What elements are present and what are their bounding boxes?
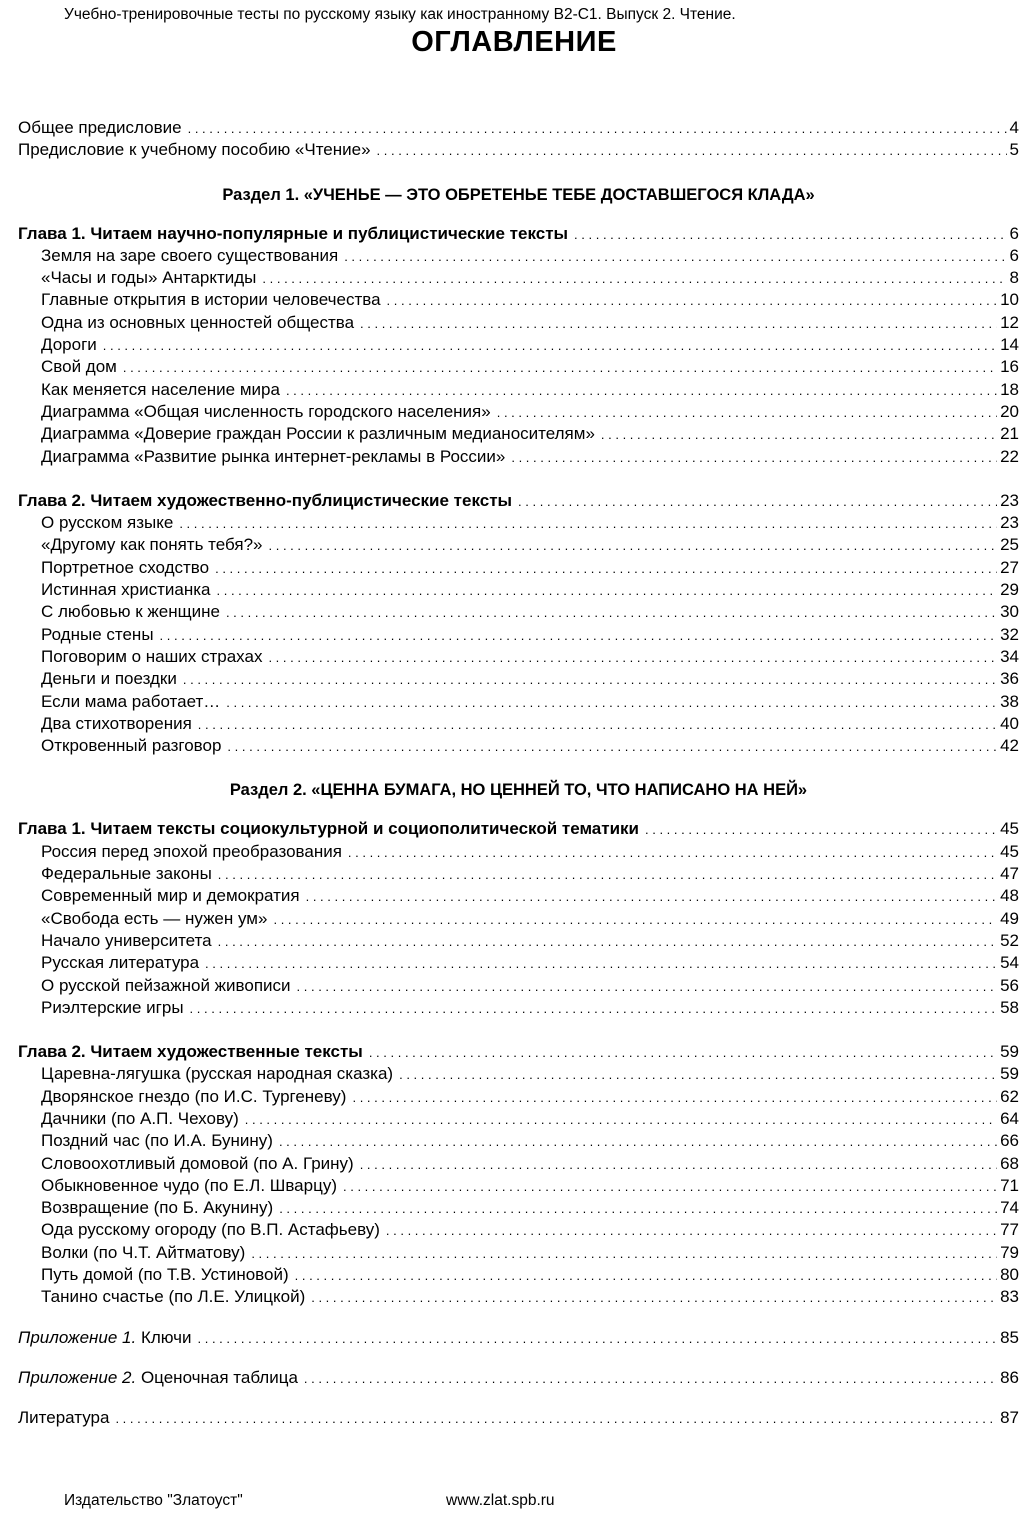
toc-entry-title: Россия перед эпохой преобразования [41, 841, 342, 861]
toc-entry[interactable] [18, 691, 1019, 713]
toc-entry-page: 27 [1000, 557, 1019, 577]
toc-chapter-title: Глава 2. Читаем художественные тексты [18, 1042, 363, 1062]
toc-entry[interactable] [18, 379, 1019, 401]
toc-entry-page: 34 [1000, 646, 1019, 666]
toc-entry[interactable] [18, 997, 1019, 1019]
toc-entry[interactable] [18, 601, 1019, 623]
table-of-contents [18, 117, 1019, 1430]
toc-entry-page: 5 [1009, 140, 1019, 160]
toc-entry-page: 47 [1000, 864, 1019, 884]
toc-entry-page: 77 [1000, 1220, 1019, 1240]
toc-entry[interactable] [18, 1153, 1019, 1175]
toc-entry-page: 29 [1000, 580, 1019, 600]
toc-entry[interactable] [18, 356, 1019, 378]
toc-entry-title: О русском языке [41, 513, 174, 533]
toc-entry-page: 83 [1000, 1287, 1019, 1307]
toc-entry-page: 74 [1000, 1198, 1019, 1218]
toc-entry[interactable] [18, 908, 1019, 930]
toc-entry-title: Риэлтерские игры [41, 997, 184, 1017]
toc-entry-title: Откровенный разговор [41, 736, 222, 756]
toc-entry[interactable] [18, 289, 1019, 311]
toc-entry-title: Два стихотворения [41, 713, 192, 733]
chapter-items-s2c1 [18, 841, 1019, 1019]
toc-entry[interactable] [18, 579, 1019, 601]
toc-entry[interactable] [18, 1264, 1019, 1286]
toc-entry-title: «Другому как понять тебя?» [41, 535, 263, 555]
toc-entry-page: 36 [1000, 669, 1019, 689]
toc-entry-title: Земля на заре своего существования [41, 245, 339, 265]
toc-entry[interactable] [18, 841, 1019, 863]
toc-entry-page: 66 [1000, 1131, 1019, 1151]
toc-entry-page: 4 [1009, 118, 1019, 137]
toc-entry-title: Свой дом [41, 357, 117, 377]
toc-entry[interactable] [18, 557, 1019, 579]
toc-entry[interactable] [18, 1130, 1019, 1152]
toc-entry-page: 62 [1000, 1086, 1019, 1106]
toc-entry-title: Ода русскому огороду (по В.П. Астафьеву) [41, 1220, 380, 1240]
toc-entry-title: Как меняется население мира [41, 379, 280, 399]
toc-entry-page: 20 [1000, 401, 1019, 421]
toc-entry[interactable] [18, 1063, 1019, 1085]
toc-entry-page: 6 [1009, 223, 1019, 243]
toc-entry-page: 86 [1000, 1367, 1019, 1387]
toc-entry-title: Обыкновенное чудо (по Е.Л. Шварцу) [41, 1175, 337, 1195]
toc-entry[interactable] [18, 713, 1019, 735]
toc-entry-page: 45 [1000, 819, 1019, 839]
toc-entry[interactable] [18, 1286, 1019, 1308]
toc-entry-title: Дороги [41, 335, 97, 355]
toc-entry[interactable] [18, 512, 1019, 534]
toc-entry-page: 23 [1000, 490, 1019, 510]
toc-entry-title: Поговорим о наших страхах [41, 646, 263, 666]
toc-entry-page: 56 [1000, 975, 1019, 995]
toc-entry-title: Родные стены [41, 624, 154, 644]
toc-entry-title: Поздний час (по И.А. Бунину) [41, 1131, 273, 1151]
toc-entry[interactable] [18, 423, 1019, 445]
toc-entry[interactable] [18, 245, 1019, 267]
toc-entry-title: «Часы и годы» Антарктиды [41, 268, 257, 288]
toc-entry-page: 58 [1000, 997, 1019, 1017]
toc-entry-page: 79 [1000, 1242, 1019, 1262]
toc-entry-page: 71 [1000, 1175, 1019, 1195]
toc-entry-page: 8 [1009, 268, 1019, 288]
toc-entry-title: Одна из основных ценностей общества [41, 312, 355, 332]
toc-entry[interactable] [18, 668, 1019, 690]
toc-entry-page: 18 [1000, 379, 1019, 399]
toc-entry-title: О русской пейзажной живописи [41, 975, 291, 995]
toc-entry[interactable] [18, 885, 1019, 907]
toc-entry[interactable] [18, 863, 1019, 885]
toc-entry-title: Диаграмма «Развитие рынка интернет-рекламы в России» [41, 446, 506, 466]
toc-entry-title: «Свобода есть — нужен ум» [41, 908, 268, 928]
running-header: Учебно-тренировочные тесты по русскому языку как иностранному В2-С1. Выпуск 2. Чтение. [64, 6, 736, 23]
toc-entry-page: 22 [1000, 446, 1019, 466]
toc-entry-title: Путь домой (по Т.В. Устиновой) [41, 1265, 289, 1285]
toc-entry-page: 80 [1000, 1265, 1019, 1285]
toc-chapter-title: Глава 1. Читаем научно-популярные и публицистические тексты [18, 223, 569, 243]
toc-entry-title: Начало университета [41, 930, 212, 950]
toc-entry-page: 23 [1000, 513, 1019, 533]
toc-entry-page: 12 [1000, 312, 1019, 332]
section-2-heading: Раздел 2. «ЦЕННА БУМАГА, НО ЦЕННЕЙ ТО, ЧТО НАПИСАНО НА НЕЙ» [229, 781, 808, 800]
toc-entry-title: Словоохотливый домовой (по А. Грину) [41, 1153, 354, 1173]
toc-entry-title: Русская литература [41, 953, 200, 973]
toc-entry-page: 45 [1000, 841, 1019, 861]
footer-publisher: Издательство "Златоуст" [64, 1492, 243, 1509]
toc-entry-page: 49 [1000, 908, 1019, 928]
toc-entry-page: 6 [1009, 245, 1019, 265]
toc-appendix-1[interactable] [18, 1327, 1019, 1349]
toc-entry-title: Дачники (по А.П. Чехову) [41, 1108, 239, 1128]
toc-entry-page: 32 [1000, 624, 1019, 644]
toc-entry[interactable] [18, 1197, 1019, 1219]
toc-entry[interactable] [18, 735, 1019, 757]
chapter-items-s1c1 [18, 245, 1019, 468]
toc-entry[interactable] [18, 624, 1019, 646]
section-1-heading: Раздел 1. «УЧЕНЬЕ — ЭТО ОБРЕТЕНЬЕ ТЕБЕ ДОСТАВШЕГОСЯ КЛАДА» [222, 185, 815, 204]
toc-entry[interactable] [18, 1108, 1019, 1130]
toc-entry-page: 59 [1000, 1064, 1019, 1084]
toc-entry[interactable] [18, 646, 1019, 668]
toc-entry-page: 64 [1000, 1108, 1019, 1128]
toc-entry[interactable] [18, 1242, 1019, 1264]
toc-entry[interactable] [18, 534, 1019, 556]
toc-entry[interactable] [18, 446, 1019, 468]
toc-appendix-2[interactable] [18, 1367, 1019, 1389]
toc-chapter-title: Глава 1. Читаем тексты социокультурной и социополитической тематики [18, 819, 639, 839]
toc-entry-title: Общее предисловие [18, 118, 182, 137]
toc-entry-general-preface[interactable] [18, 117, 1019, 139]
toc-literature[interactable] [18, 1407, 1019, 1429]
toc-entry-page: 87 [1000, 1408, 1019, 1428]
toc-entry-title: Современный мир и демократия [41, 886, 300, 906]
toc-entry[interactable] [18, 1175, 1019, 1197]
toc-entry-page: 68 [1000, 1153, 1019, 1173]
toc-entry-page: 25 [1000, 535, 1019, 555]
toc-entry[interactable] [18, 401, 1019, 423]
toc-entry-title: Дворянское гнездо (по И.С. Тургеневу) [41, 1086, 347, 1106]
toc-entry[interactable] [18, 312, 1019, 334]
toc-entry-page: 42 [1000, 736, 1019, 756]
toc-entry-page: 10 [1000, 290, 1019, 310]
appendix-label: Приложение 1. [18, 1327, 137, 1347]
toc-entry-title: Царевна-лягушка (русская народная сказка) [41, 1064, 394, 1084]
toc-entry-page: 48 [1000, 886, 1019, 906]
footer-website[interactable]: www.zlat.spb.ru [446, 1492, 555, 1509]
toc-entry[interactable] [18, 930, 1019, 952]
toc-entry-page: 38 [1000, 691, 1019, 711]
page-title: ОГЛАВЛЕНИЕ [411, 26, 617, 58]
toc-entry-title: Деньги и поездки [41, 669, 177, 689]
toc-entry-page: 21 [1000, 424, 1019, 444]
toc-entry-page: 52 [1000, 930, 1019, 950]
toc-entry-page: 54 [1000, 953, 1019, 973]
toc-entry[interactable] [18, 952, 1019, 974]
toc-entry-page: 16 [1000, 357, 1019, 377]
toc-entry-page: 14 [1000, 335, 1019, 355]
chapter-items-s1c2 [18, 512, 1019, 757]
toc-entry-title: Главные открытия в истории человечества [41, 290, 381, 310]
toc-entry[interactable] [18, 334, 1019, 356]
chapter-items-s2c2 [18, 1063, 1019, 1308]
toc-chapter-2-2[interactable] [18, 1041, 1019, 1063]
toc-entry-title: Истинная христианка [41, 580, 211, 600]
toc-entry-title: Возвращение (по Б. Акунину) [41, 1198, 274, 1218]
toc-entry-page: 40 [1000, 713, 1019, 733]
toc-chapter-title: Глава 2. Читаем художественно-публицистические тексты [18, 490, 513, 510]
toc-entry-title: Предисловие к учебному пособию «Чтение» [18, 140, 371, 160]
toc-entry-title: Диаграмма «Общая численность городского населения» [41, 401, 491, 421]
toc-entry-title: Диаграмма «Доверие граждан России к различным медианосителям» [41, 424, 595, 444]
toc-entry-title: Волки (по Ч.Т. Айтматову) [41, 1242, 246, 1262]
toc-chapter-1-2[interactable] [18, 490, 1019, 512]
toc-entry-title: Портретное сходство [41, 557, 210, 577]
toc-entry-title: Литература [18, 1408, 110, 1428]
toc-entry[interactable] [18, 1086, 1019, 1108]
appendix-label: Приложение 2. [18, 1367, 137, 1387]
toc-entry-title: Танино счастье (по Л.Е. Улицкой) [41, 1287, 306, 1307]
toc-entry-title: С любовью к женщине [41, 602, 220, 622]
toc-entry[interactable] [18, 1219, 1019, 1241]
appendix-title: Оценочная таблица [140, 1367, 298, 1387]
toc-entry-title: Федеральные законы [41, 864, 212, 884]
toc-chapter-2-1[interactable] [18, 818, 1019, 840]
toc-entry[interactable] [18, 267, 1019, 289]
appendix-title: Ключи [140, 1327, 192, 1347]
toc-entry-reading-preface[interactable] [18, 139, 1019, 161]
toc-entry-page: 30 [1000, 602, 1019, 622]
toc-entry-title: Если мама работает… [41, 691, 221, 711]
toc-chapter-1-1[interactable] [18, 223, 1019, 245]
toc-entry-page: 59 [1000, 1042, 1019, 1062]
toc-entry-page: 85 [1000, 1327, 1019, 1347]
toc-entry[interactable] [18, 975, 1019, 997]
